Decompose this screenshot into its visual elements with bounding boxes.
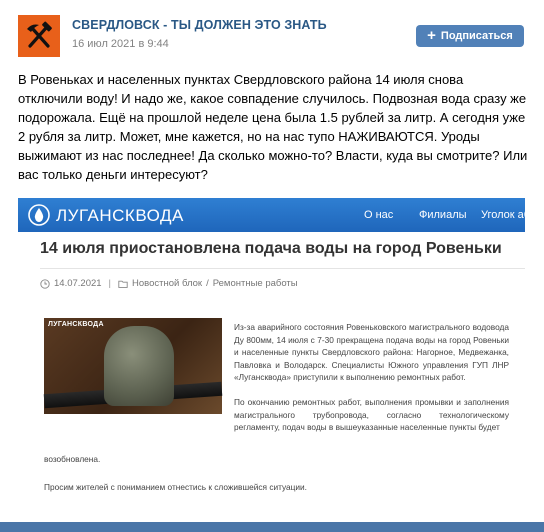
bottom-bar bbox=[0, 522, 544, 532]
nav-about: О нас bbox=[364, 209, 394, 221]
post-attachment-image[interactable] bbox=[18, 198, 543, 508]
photo-worker bbox=[104, 326, 174, 406]
subscribe-button-label: Подписаться bbox=[440, 30, 513, 42]
article-category-repairs: Ремонтные работы bbox=[212, 278, 298, 289]
hammer-pick-icon bbox=[18, 15, 60, 57]
article-paragraph-2: По окончанию ремонтных работ, выполнения промывки и заполнения магистрального трубопровода, согласно технологическому регламенту, подач воды в вышеуказанные населенные пункты будет bbox=[234, 396, 509, 433]
article-meta bbox=[40, 278, 298, 289]
article-photo bbox=[44, 318, 222, 414]
group-name-link[interactable]: СВЕРДЛОВСК - ТЫ ДОЛЖЕН ЭТО ЗНАТЬ bbox=[72, 18, 327, 32]
nav-branches: Филиалы bbox=[419, 209, 467, 221]
water-drop-icon bbox=[28, 204, 50, 226]
article-headline: 14 июля приостановлена подача воды на город Ровеньки bbox=[40, 240, 502, 257]
article-paragraph-2-tail: возобновлена. bbox=[44, 454, 101, 464]
divider bbox=[40, 268, 525, 269]
meta-separator: | bbox=[108, 278, 112, 289]
article-note: Просим жителей с пониманием отнестись к сложившейся ситуации. bbox=[44, 482, 307, 492]
site-header-bar bbox=[18, 198, 543, 232]
nav-subscriber-corner: Уголок абон bbox=[481, 209, 543, 221]
article-text bbox=[234, 321, 509, 446]
article-date: 14.07.2021 bbox=[54, 278, 102, 289]
article-category-news: Новостной блок bbox=[132, 278, 203, 289]
clock-icon bbox=[40, 279, 50, 289]
article-paragraph-1: Из-за аварийного состояния Ровеньковского магистрального водовода Ду 800мм, 14 июля с 7-30 прекращена подача воды на город Ровеньки и населенные пункты Свердловского района: Нагорное, Медвежанка, Павловка и Володарск. Специалисты Южного управления ГУП ЛНР «Лугансквода» приступили к выполнению ремонтных работ. bbox=[234, 322, 509, 383]
category-separator: / bbox=[206, 278, 209, 289]
subscribe-button[interactable] bbox=[416, 25, 524, 47]
folder-icon bbox=[118, 279, 128, 289]
post-text: В Ровеньках и населенных пунктах Свердловского района 14 июля снова отключили воду! И надо же, какое совпадение случилось. Подвозная вода сразу же подорожала. Ещё на прошлой неделе цена была 1.5 рублей за литр. А сегодня уже 2 рубля за литр. Может, мне кажется, но на нас тупо НАЖИВАЮТСЯ. Уроды выжимают из нас последнее! Да сколько можно-то? Власти, куда вы смотрите? Или вас только деньги интересуют? bbox=[18, 72, 528, 182]
post-date[interactable]: 16 июл 2021 в 9:44 bbox=[72, 38, 169, 50]
photo-watermark: ЛУГАНСКВОДА bbox=[48, 321, 104, 328]
plus-icon: + bbox=[427, 26, 436, 44]
group-avatar[interactable] bbox=[18, 15, 60, 57]
site-name: ЛУГАНСКВОДА bbox=[56, 206, 184, 225]
